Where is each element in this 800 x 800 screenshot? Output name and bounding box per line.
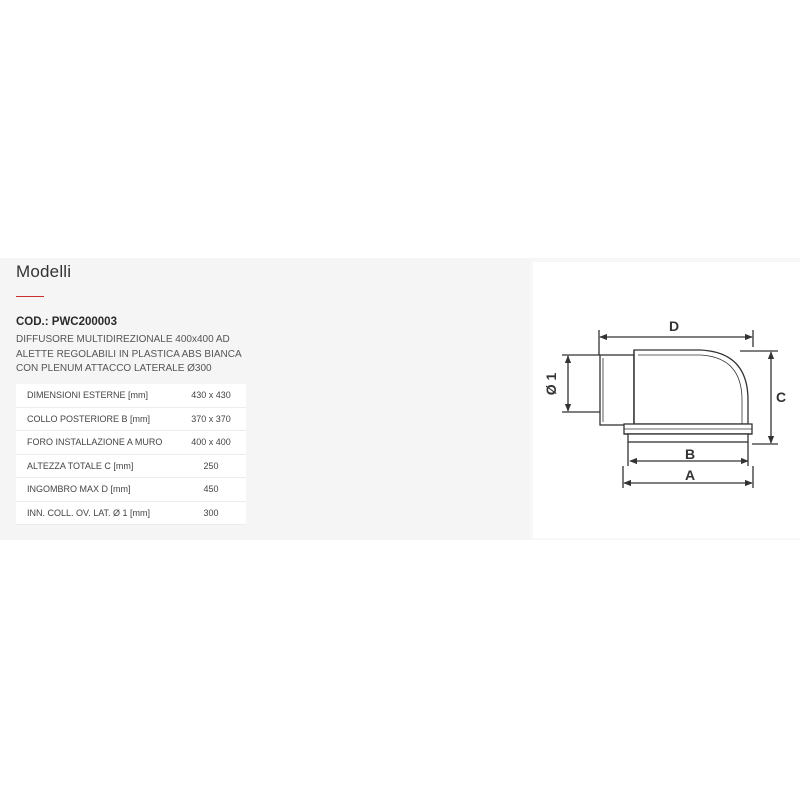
spec-label: INN. COLL. OV. LAT. Ø 1 [mm] (16, 501, 176, 525)
label-c: C (775, 389, 787, 405)
spec-value: 400 x 400 (176, 431, 246, 455)
plenum-body (634, 350, 748, 424)
label-d: D (668, 318, 680, 334)
description-line: DIFFUSORE MULTIDIREZIONALE 400x400 AD (16, 334, 230, 345)
spec-label: INGOMBRO MAX D [mm] (16, 478, 176, 502)
spec-value: 450 (176, 478, 246, 502)
spec-value: 370 x 370 (176, 407, 246, 431)
diffuser-drawing (533, 262, 800, 538)
spec-label: DIMENSIONI ESTERNE [mm] (16, 384, 176, 407)
spec-label: COLLO POSTERIORE B [mm] (16, 407, 176, 431)
title-underline (16, 296, 44, 297)
side-collar (600, 355, 634, 425)
table-row (16, 454, 246, 478)
product-code: COD.: PWC200003 (16, 316, 117, 328)
description-line: ALETTE REGOLABILI IN PLASTICA ABS BIANCA (16, 348, 242, 360)
spec-value: 300 (176, 501, 246, 525)
label-b: B (684, 446, 696, 462)
table-row (16, 478, 246, 502)
spec-value: 430 x 430 (176, 384, 246, 407)
table-row (16, 407, 246, 431)
spec-label: FORO INSTALLAZIONE A MURO (16, 431, 176, 455)
section-title: Modelli (16, 262, 72, 281)
spec-value: 250 (176, 454, 246, 478)
label-phi: Ø 1 (543, 372, 559, 396)
table-row (16, 431, 246, 455)
specs-table (16, 384, 246, 525)
product-description (16, 333, 276, 377)
description-line: CON PLENUM ATTACCO LATERALE Ø300 (16, 363, 212, 374)
spec-label: ALTEZZA TOTALE C [mm] (16, 454, 176, 478)
table-row (16, 384, 246, 407)
table-row (16, 501, 246, 525)
label-a: A (684, 467, 696, 483)
